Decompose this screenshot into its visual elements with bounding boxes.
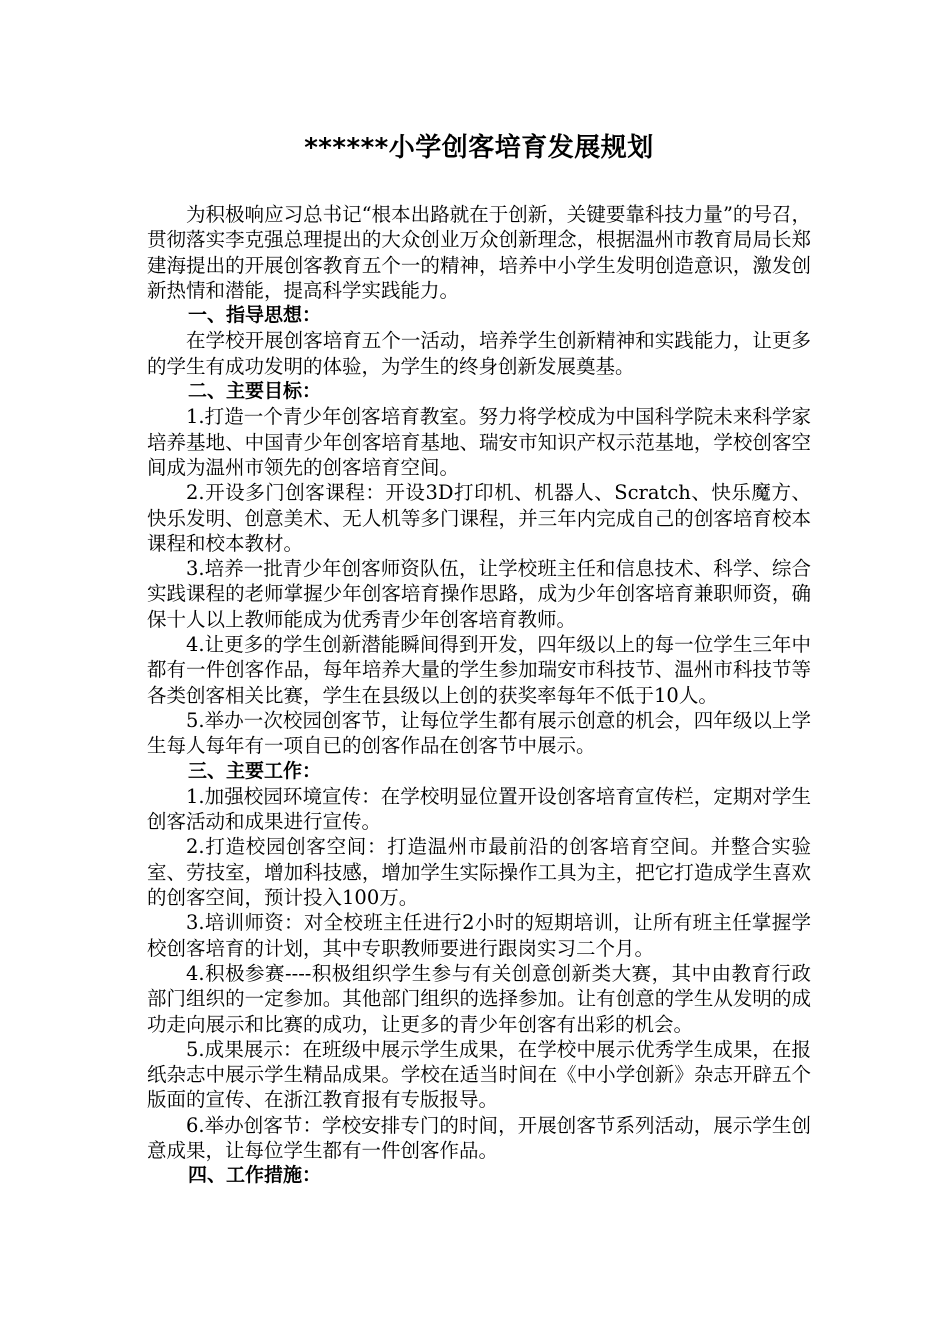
work-item: 2.打造校园创客空间：打造温州市最前沿的创客培育空间。并整合实验室、劳技室，增加科技感，增加学生实际操作工具为主，把它打造成学生喜欢的创客空间，预计投入100万。 [147,835,811,910]
guiding-thought-paragraph: 在学校开展创客培育五个一活动，培养学生创新精神和实践能力，让更多的学生有成功发明的体验，为学生的终身创新发展奠基。 [147,329,811,378]
work-item: 1.加强校园环境宣传：在学校明显位置开设创客培育宣传栏，定期对学生创客活动和成果进行宣传。 [147,784,811,834]
intro-paragraph: 为积极响应习总书记“根本出路就在于创新，关键要靠科技力量”的号召，贯彻落实李克强总理提出的大众创业万众创新理念，根据温州市教育局局长郑建海提出的开展创客教育五个一的精神，培养中小学生发明创造意识，激发创新热情和潜能，提高科学实践能力。 [147,203,811,302]
document-page [147,128,811,1189]
work-item: 6.举办创客节：学校安排专门的时间，开展创客节系列活动，展示学生创意成果，让每位学生都有一件创客作品。 [147,1113,811,1162]
work-item: 5.成果展示：在班级中展示学生成果，在学校中展示优秀学生成果，在报纸杂志中展示学生精品成果。学校在适当时间在《中小学创新》杂志开辟五个版面的宣传、在浙江教育报有专版报导。 [147,1037,811,1112]
section-heading-work-measures: 四、工作措施： [188,1164,322,1187]
section-heading-main-work: 三、主要工作： [188,759,322,782]
work-item: 4.积极参赛----积极组织学生参与有关创意创新类大赛，其中由教育行政部门组织的一定参加。其他部门组织的选择参加。让有创意的学生从发明的成功走向展示和比赛的成功，让更多的青少年创客有出彩的机会。 [147,961,811,1036]
goal-item: 2.开设多门创客课程：开设3D打印机、机器人、Scratch、快乐魔方、快乐发明、创意美术、无人机等多门课程，并三年内完成自己的创客培育校本课程和校本教材。 [147,481,811,555]
goal-item: 3.培养一批青少年创客师资队伍，让学校班主任和信息技术、科学、综合实践课程的老师掌握少年创客培育操作思路，成为少年创客培育兼职师资，确保十人以上教师能成为优秀青少年创客培育教师。 [147,557,811,631]
section-heading-guiding-thought: 一、指导思想： [188,304,322,327]
document-title: ******小学创客培育发展规划 [304,133,654,163]
goal-item: 4.让更多的学生创新潜能瞬间得到开发，四年级以上的每一位学生三年中都有一件创客作品，每年培养大量的学生参加瑞安市科技节、温州市科技节等各类创客相关比赛，学生在县级以上创的获奖率每年不低于10人。 [147,633,811,707]
goal-item: 5.举办一次校园创客节，让每位学生都有展示创意的机会，四年级以上学生每人每年有一项自已的创客作品在创客节中展示。 [147,708,811,758]
work-item: 3.培训师资：对全校班主任进行2小时的短期培训，让所有班主任掌握学校创客培育的计划，其中专职教师要进行跟岗实习二个月。 [147,911,811,960]
goal-item: 1.打造一个青少年创客培育教室。努力将学校成为中国科学院未来科学家培养基地、中国青少年创客培育基地、瑞安市知识产权示范基地，学校创客空间成为温州市领先的创客培育空间。 [147,405,811,479]
section-heading-main-goals: 二、主要目标： [188,380,322,403]
